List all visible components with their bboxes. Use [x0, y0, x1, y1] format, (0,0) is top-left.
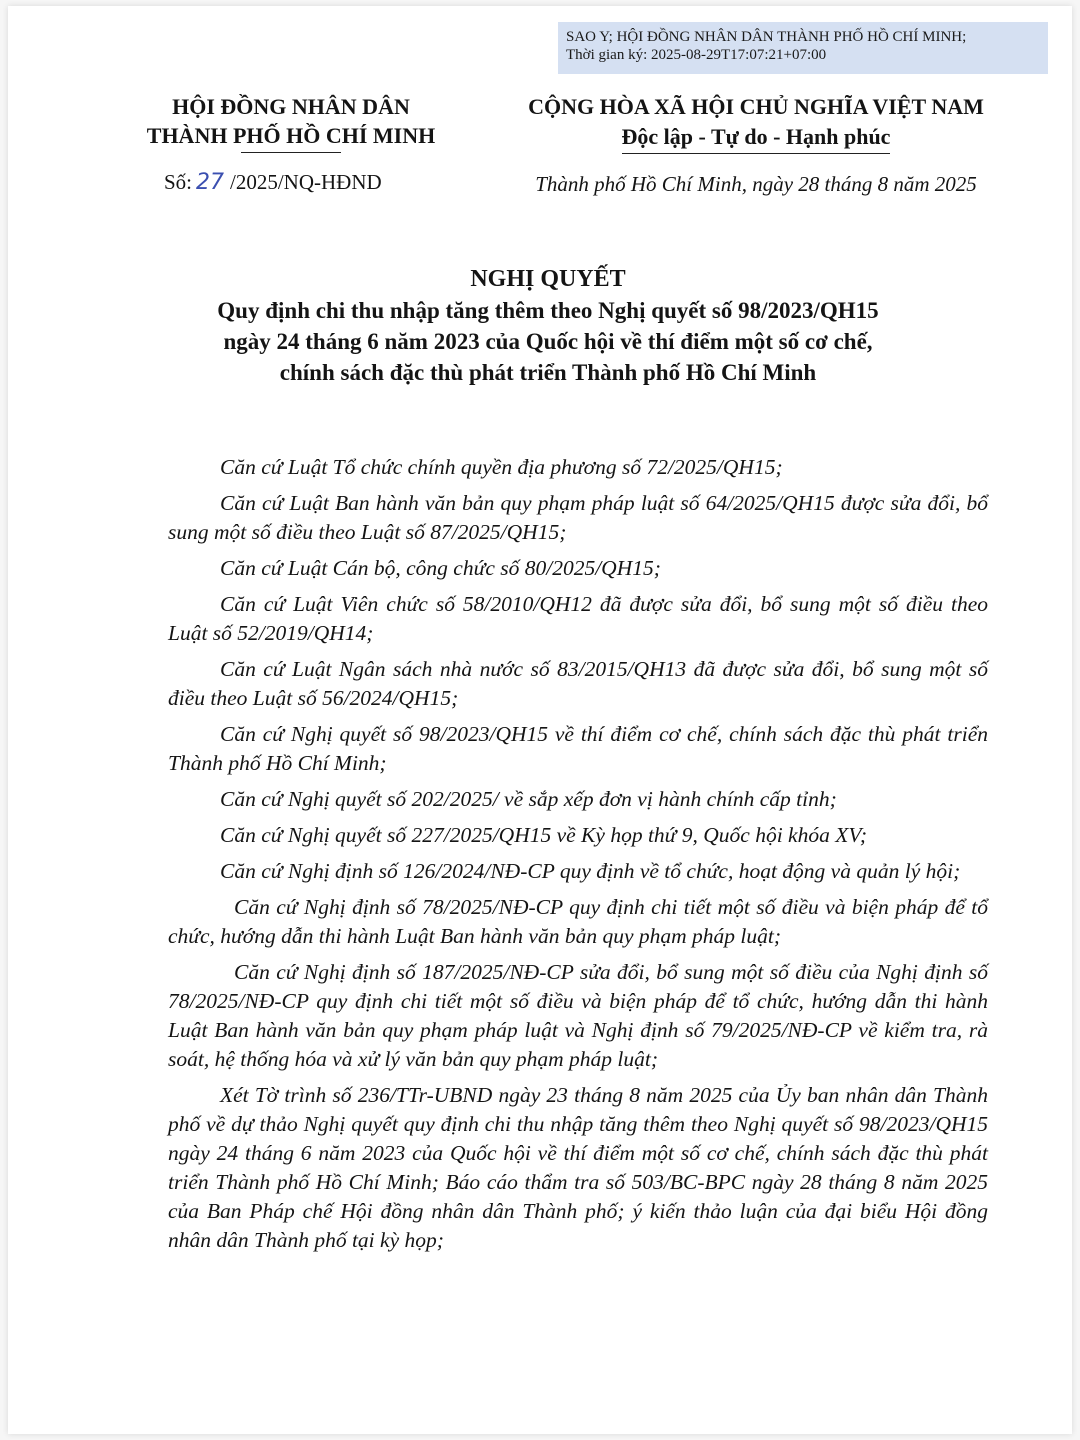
stamp-line-2: Thời gian ký: 2025-08-29T17:07:21+07:00 [566, 47, 827, 63]
legal-basis-paragraph: Căn cứ Nghị quyết số 98/2023/QH15 về thí điểm cơ chế, chính sách đặc thù phát triển Thành phố Hồ Chí Minh; [168, 722, 988, 775]
national-header [496, 92, 1016, 154]
national-motto: Độc lập - Tự do - Hạnh phúc [622, 122, 891, 154]
document-number-suffix: /2025/NQ-HĐND [230, 170, 382, 194]
issuer-line-2: THÀNH PHỐ HỒ CHÍ MINH [146, 123, 436, 148]
document-number-prefix: Số: [164, 170, 193, 194]
document-title [108, 264, 988, 388]
place-date: Thành phố Hồ Chí Minh, ngày 28 tháng 8 năm 2025 [535, 172, 977, 196]
legal-basis-paragraph: Căn cứ Luật Viên chức số 58/2010/QH12 đã được sửa đổi, bổ sung một số điều theo Luật số 52/2019/QH14; [168, 592, 988, 645]
title-line-1: Quy định chi thu nhập tăng thêm theo Nghị quyết số 98/2023/QH15 [217, 298, 879, 323]
consideration-paragraph: Xét Tờ trình số 236/TTr-UBND ngày 23 tháng 8 năm 2025 của Ủy ban nhân dân Thành phố về dự thảo Nghị quyết quy định chi thu nhập tăng thêm theo Nghị quyết số 98/2023/QH15 ngày 24 tháng 6 năm 2023 của Quốc hội về thí điểm một số cơ chế, chính sách đặc thù phát triển Thành phố Hồ Chí Minh; Báo cáo thẩm tra số 503/BC-BPC ngày 28 tháng 8 năm 2025 của Ban Pháp chế Hội đồng nhân dân Thành phố; ý kiến thảo luận của đại biểu Hội đồng nhân dân Thành phố tại kỳ họp; [168, 1083, 988, 1252]
legal-basis-paragraph: Căn cứ Luật Ban hành văn bản quy phạm pháp luật số 64/2025/QH15 được sửa đổi, bổ sung một số điều theo Luật số 87/2025/QH15; [168, 491, 988, 544]
legal-basis-paragraph: Căn cứ Luật Ngân sách nhà nước số 83/2015/QH13 đã được sửa đổi, bổ sung một số điều theo Luật số 56/2024/QH15; [168, 657, 988, 710]
title-main: NGHỊ QUYẾT [470, 266, 626, 292]
national-title: CỘNG HÒA XÃ HỘI CHỦ NGHĨA VIỆT NAM [528, 94, 984, 119]
legal-basis-paragraph: Căn cứ Nghị quyết số 202/2025/ về sắp xếp đơn vị hành chính cấp tỉnh; [220, 787, 837, 811]
document-number [164, 170, 382, 195]
title-line-3: chính sách đặc thù phát triển Thành phố Hồ Chí Minh [279, 360, 817, 385]
legal-basis-paragraph: Căn cứ Nghị định số 78/2025/NĐ-CP quy định chi tiết một số điều và biện pháp để tổ chức, hướng dẫn thi hành Luật Ban hành văn bản quy phạm pháp luật; [168, 895, 988, 948]
issuer-underline [241, 152, 341, 153]
legal-basis-paragraph: Căn cứ Nghị quyết số 227/2025/QH15 về Kỳ họp thứ 9, Quốc hội khóa XV; [220, 823, 868, 847]
issuer-line-1: HỘI ĐỒNG NHÂN DÂN [172, 94, 410, 119]
legal-basis-paragraph: Căn cứ Luật Cán bộ, công chức số 80/2025/QH15; [220, 556, 661, 580]
title-line-2: ngày 24 tháng 6 năm 2023 của Quốc hội về thí điểm một số cơ chế, [223, 329, 873, 354]
document-page [8, 6, 1072, 1434]
digital-signature-stamp [558, 22, 1048, 74]
legal-basis-paragraph: Căn cứ Nghị định số 126/2024/NĐ-CP quy định về tổ chức, hoạt động và quản lý hội; [220, 859, 961, 883]
legal-basis-paragraph: Căn cứ Nghị định số 187/2025/NĐ-CP sửa đổi, bổ sung một số điều của Nghị định số 78/2025/NĐ-CP quy định chi tiết một số điều và biện pháp để tổ chức, hướng dẫn thi hành Luật Ban hành văn bản quy phạm pháp luật và Nghị định số 79/2025/NĐ-CP về kiểm tra, rà soát, hệ thống hóa và xử lý văn bản quy phạm pháp luật; [168, 960, 988, 1071]
handwritten-number: 27 [196, 170, 225, 195]
issuer-header [126, 92, 456, 153]
document-body [168, 453, 988, 1262]
stamp-line-1: SAO Y; HỘI ĐỒNG NHÂN DÂN THÀNH PHỐ HỒ CHÍ MINH; [566, 29, 967, 45]
legal-basis-paragraph: Căn cứ Luật Tổ chức chính quyền địa phương số 72/2025/QH15; [220, 455, 783, 479]
